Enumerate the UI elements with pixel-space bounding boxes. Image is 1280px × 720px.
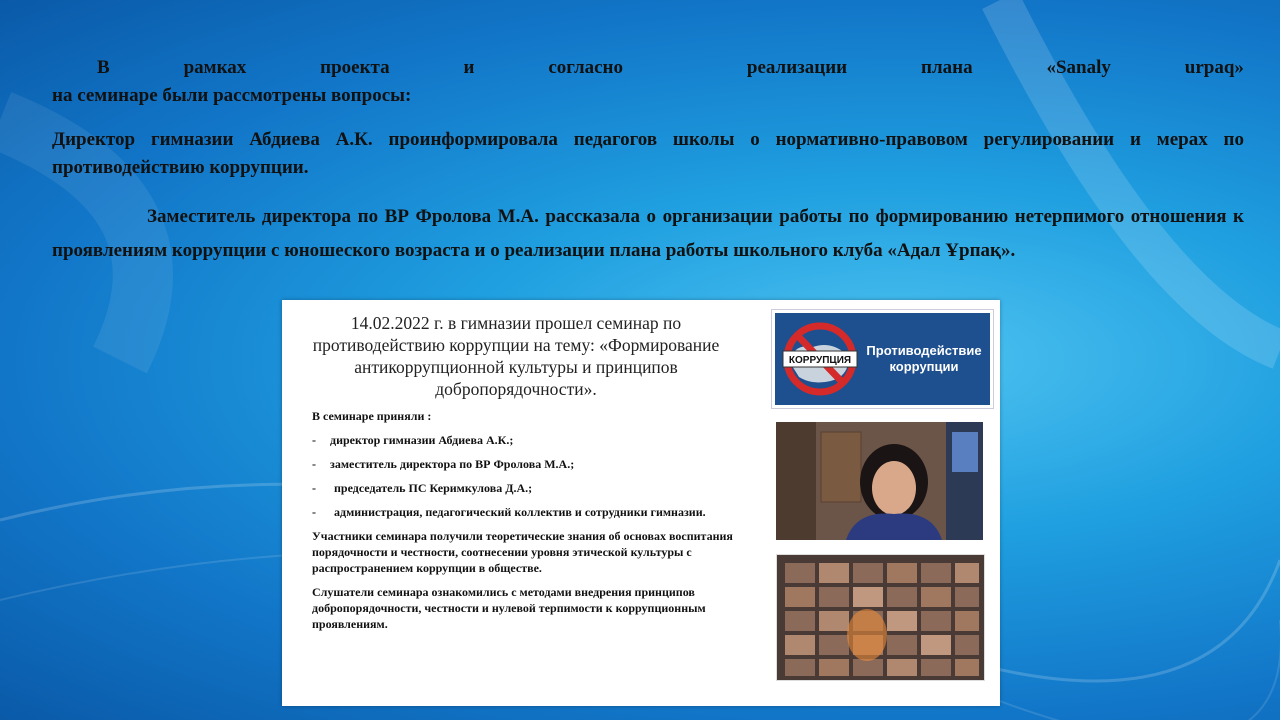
- director-paragraph: Директор гимназии Абдиева А.К. проинформировала педагогов школы о нормативно-правовом регулировании и мерах по противодействию коррупции.: [52, 129, 1244, 178]
- anti-corruption-banner: [772, 310, 993, 408]
- video-conference-photo: [776, 554, 985, 681]
- intro-word: В: [97, 57, 110, 78]
- intro-line-1: [52, 54, 1244, 82]
- card-body: [312, 408, 742, 632]
- stamp-text: КОРРУПЦИЯ: [788, 355, 852, 366]
- intro-word: проекта: [320, 57, 390, 78]
- no-corruption-icon: [775, 313, 865, 405]
- participant-item: - директор гимназии Абдиева А.К.;: [312, 433, 514, 447]
- deputy-paragraph: Заместитель директора по ВР Фролова М.А. рассказала о организации работы по формированию нетерпимого отношения к проявлениям коррупции с юношеского возраста и о реализации плана работы школьного клуба «Адал Ұрпақ».: [52, 206, 1244, 261]
- banner-title: Противодействие коррупции: [866, 343, 982, 374]
- speaker-photo: [776, 422, 983, 540]
- participant-item: - заместитель директора по ВР Фролова М.А.;: [312, 457, 575, 471]
- intro-word: рамках: [183, 57, 247, 78]
- participant-item: - председатель ПС Керимкулова Д.А.;: [312, 481, 533, 495]
- intro-word: согласно: [548, 57, 623, 78]
- participants-heading: В семинаре приняли :: [312, 409, 432, 423]
- intro-paragraph: [52, 54, 1244, 110]
- intro-line-2: на семинаре были рассмотрены вопросы:: [52, 85, 412, 106]
- intro-word: и: [463, 57, 475, 78]
- intro-word: реализации: [746, 57, 848, 78]
- intro-word: urpaq»: [1184, 57, 1244, 78]
- intro-word: плана: [921, 57, 973, 78]
- seminar-info-card: [282, 300, 1000, 706]
- participant-item: - администрация, педагогический коллектив и сотрудники гимназии.: [312, 505, 706, 519]
- card-title: 14.02.2022 г. в гимназии прошел семинар по противодействию коррупции на тему: «Формирование антикоррупционной культуры и принципов добропорядочности».: [312, 313, 720, 399]
- seminar-result-2: Слушатели семинара ознакомились с методами внедрения принципов добропорядочности, честности и нулевой терпимости к коррупционным проявлениям.: [312, 585, 706, 631]
- seminar-result-1: Участники семинара получили теоретические знания об основах воспитания порядочности и честности, соотнесении уровня этической культуры с распространением коррупции в обществе.: [312, 529, 733, 575]
- intro-word: «Sanaly: [1046, 57, 1111, 78]
